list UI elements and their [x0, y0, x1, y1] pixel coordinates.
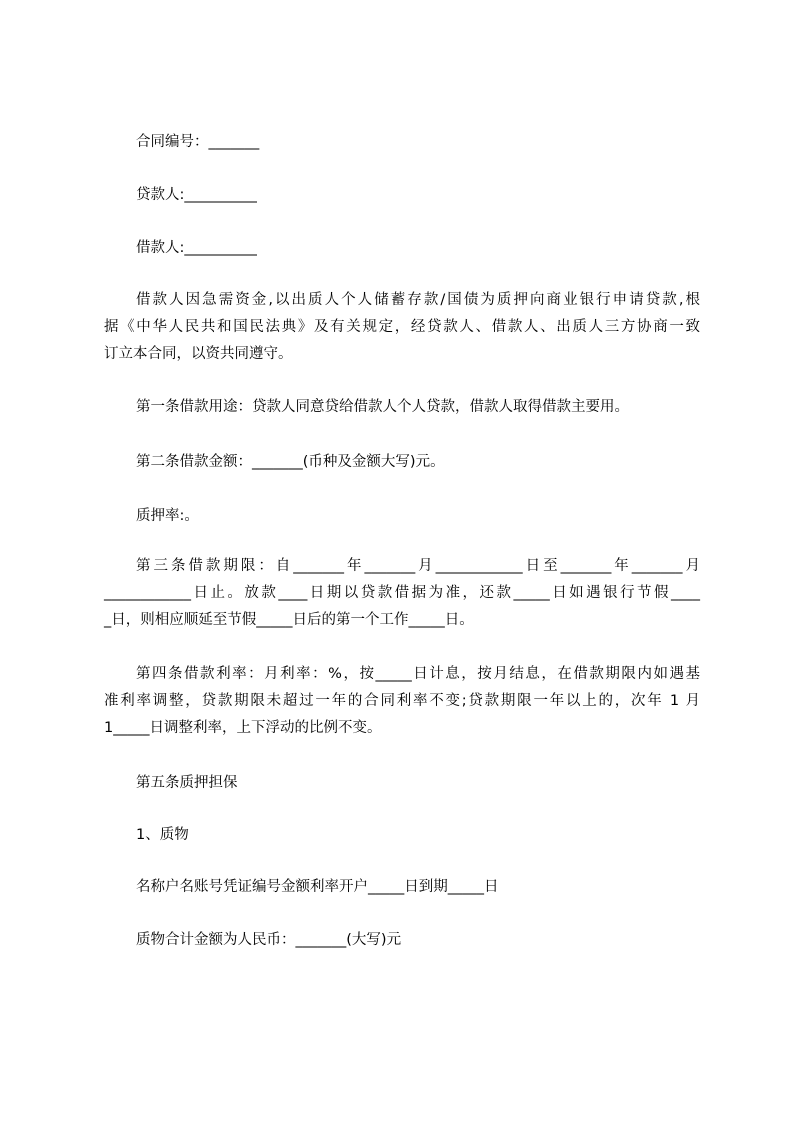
preamble-line: 据《中华人民共和国民法典》及有关规定，经贷款人、借款人、出质人三方协商一致 — [104, 318, 700, 335]
contract-number-line: 合同编号：_______ — [136, 134, 260, 150]
article-3-term — [104, 556, 700, 636]
lender-line: 贷款人:__________ — [136, 187, 257, 203]
pledge-total-line: 质物合计金额为人民币：_______(大写)元 — [136, 932, 402, 948]
article-4-line: 准利率调整，贷款期限未超过一年的合同利率不变;贷款期限一年以上的，次年 1 月 — [104, 692, 700, 709]
pledge-rate-line: 质押率:。 — [136, 508, 199, 524]
borrower-line: 借款人:__________ — [136, 240, 257, 256]
article-3-line: 第三条借款期限：自_______年_______月____________日至_______年_______月 — [136, 558, 700, 574]
pledge-fields-line: 名称户名账号凭证编号金额利率开户_____日到期_____日 — [136, 879, 499, 895]
preamble-line: 借款人因急需资金,以出质人个人储蓄存款/国债为质押向商业银行申请贷款,根 — [136, 292, 700, 308]
article-4-line: 1_____日调整利率，上下浮动的比例不变。 — [104, 719, 382, 736]
article-4-line: 第四条借款利率：月利率：%，按_____日计息，按月结息，在借款期限内如遇基 — [136, 666, 700, 682]
article-5-pledge-guarantee: 第五条质押担保 — [136, 775, 238, 791]
preamble-paragraph — [104, 290, 700, 370]
article-4-rate — [104, 664, 700, 744]
item-1-pledged-property: 1、质物 — [136, 827, 189, 843]
article-1-purpose: 第一条借款用途：贷款人同意贷给借款人个人贷款，借款人取得借款主要用。 — [136, 399, 629, 415]
article-3-line: ____________日止。放款____日期以贷款借据为准，还款_____日如遇银行节假____ — [104, 584, 700, 601]
article-3-line: _日，则相应顺延至节假_____日后的第一个工作_____日。 — [104, 611, 474, 628]
preamble-line: 订立本合同，以资共同遵守。 — [104, 345, 293, 362]
article-2-amount: 第二条借款金额：_______(币种及金额大写)元。 — [136, 454, 445, 470]
